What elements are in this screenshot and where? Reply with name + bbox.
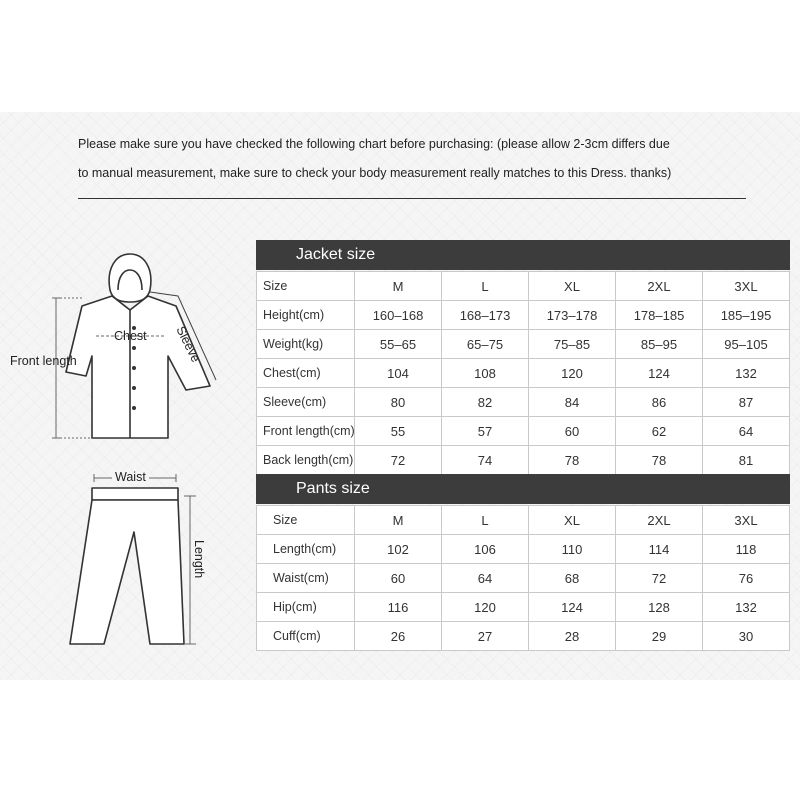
value-cell: 114: [616, 535, 703, 564]
row-label-cell: Weight(kg): [257, 330, 355, 359]
jacket-body: [66, 296, 210, 438]
value-cell: 124: [529, 593, 616, 622]
notice-line-1: Please make sure you have checked the following chart before purchasing: (please allow 2-3cm differs due: [78, 137, 670, 151]
pants-waistband: [92, 488, 178, 500]
value-cell: 81: [703, 446, 790, 475]
value-cell: 78: [616, 446, 703, 475]
column-label-cell: Size: [257, 272, 355, 301]
jacket-size-header: Jacket size: [256, 240, 790, 270]
jacket-table-row: [257, 301, 790, 330]
value-cell: 64: [703, 417, 790, 446]
value-cell: 106: [442, 535, 529, 564]
row-label-cell: Chest(cm): [257, 359, 355, 388]
value-cell: 87: [703, 388, 790, 417]
waist-label: Waist: [112, 470, 149, 484]
row-label-cell: Sleeve(cm): [257, 388, 355, 417]
size-header-cell: 3XL: [703, 506, 790, 535]
garment-illustration-svg: [0, 240, 256, 660]
pants-table-row: [257, 564, 790, 593]
jacket-table-row: [257, 359, 790, 388]
size-header-cell: 2XL: [616, 506, 703, 535]
value-cell: 102: [355, 535, 442, 564]
value-cell: 178–185: [616, 301, 703, 330]
value-cell: 60: [529, 417, 616, 446]
size-header-cell: M: [355, 272, 442, 301]
sleeve-label: Sleeve: [173, 324, 203, 365]
value-cell: 160–168: [355, 301, 442, 330]
pants-table-row: [257, 622, 790, 651]
row-label-cell: Waist(cm): [257, 564, 355, 593]
value-cell: 108: [442, 359, 529, 388]
value-cell: 30: [703, 622, 790, 651]
value-cell: 132: [703, 359, 790, 388]
pants-table-body: [257, 506, 790, 651]
jacket-table-row: [257, 330, 790, 359]
row-label-cell: Front length(cm): [257, 417, 355, 446]
value-cell: 110: [529, 535, 616, 564]
value-cell: 60: [355, 564, 442, 593]
value-cell: 168–173: [442, 301, 529, 330]
value-cell: 65–75: [442, 330, 529, 359]
value-cell: 118: [703, 535, 790, 564]
jacket-table-body: [257, 272, 790, 475]
value-cell: 124: [616, 359, 703, 388]
value-cell: 72: [616, 564, 703, 593]
jacket-table-row: [257, 446, 790, 475]
notice-line-2: to manual measurement, make sure to check your body measurement really matches to this Dress. thanks): [78, 166, 672, 180]
size-header-cell: 2XL: [616, 272, 703, 301]
value-cell: 85–95: [616, 330, 703, 359]
jacket-table-row: [257, 417, 790, 446]
value-cell: 185–195: [703, 301, 790, 330]
value-cell: 80: [355, 388, 442, 417]
size-header-cell: L: [442, 506, 529, 535]
value-cell: 29: [616, 622, 703, 651]
column-label-cell: Size: [257, 506, 355, 535]
jacket-header-row: [257, 272, 790, 301]
length-label: Length: [192, 540, 206, 579]
row-label-cell: Back length(cm): [257, 446, 355, 475]
value-cell: 120: [442, 593, 529, 622]
size-header-cell: L: [442, 272, 529, 301]
size-header-cell: 3XL: [703, 272, 790, 301]
row-label-cell: Hip(cm): [257, 593, 355, 622]
chest-label: Chest: [114, 329, 147, 343]
value-cell: 28: [529, 622, 616, 651]
value-cell: 132: [703, 593, 790, 622]
front-length-label: Front length: [10, 354, 77, 368]
size-header-cell: XL: [529, 506, 616, 535]
garment-illustration: [0, 240, 256, 660]
value-cell: 75–85: [529, 330, 616, 359]
pants-size-header: Pants size: [256, 474, 790, 504]
pants-drawing: [70, 488, 184, 644]
value-cell: 26: [355, 622, 442, 651]
value-cell: 62: [616, 417, 703, 446]
jacket-hood: [109, 254, 151, 302]
pants-header-row: [257, 506, 790, 535]
row-label-cell: Height(cm): [257, 301, 355, 330]
value-cell: 82: [442, 388, 529, 417]
value-cell: 55: [355, 417, 442, 446]
value-cell: 120: [529, 359, 616, 388]
divider-rule: [78, 198, 746, 199]
value-cell: 72: [355, 446, 442, 475]
value-cell: 64: [442, 564, 529, 593]
pants-table-row: [257, 593, 790, 622]
value-cell: 104: [355, 359, 442, 388]
value-cell: 76: [703, 564, 790, 593]
value-cell: 95–105: [703, 330, 790, 359]
pants-legs: [70, 500, 184, 644]
pants-size-table: [256, 505, 790, 651]
value-cell: 84: [529, 388, 616, 417]
value-cell: 116: [355, 593, 442, 622]
value-cell: 78: [529, 446, 616, 475]
size-header-cell: M: [355, 506, 442, 535]
value-cell: 57: [442, 417, 529, 446]
row-label-cell: Length(cm): [257, 535, 355, 564]
value-cell: 128: [616, 593, 703, 622]
value-cell: 68: [529, 564, 616, 593]
value-cell: 27: [442, 622, 529, 651]
size-header-cell: XL: [529, 272, 616, 301]
pants-table-row: [257, 535, 790, 564]
value-cell: 173–178: [529, 301, 616, 330]
value-cell: 86: [616, 388, 703, 417]
value-cell: 74: [442, 446, 529, 475]
row-label-cell: Cuff(cm): [257, 622, 355, 651]
jacket-size-table: [256, 271, 790, 475]
value-cell: 55–65: [355, 330, 442, 359]
jacket-table-row: [257, 388, 790, 417]
